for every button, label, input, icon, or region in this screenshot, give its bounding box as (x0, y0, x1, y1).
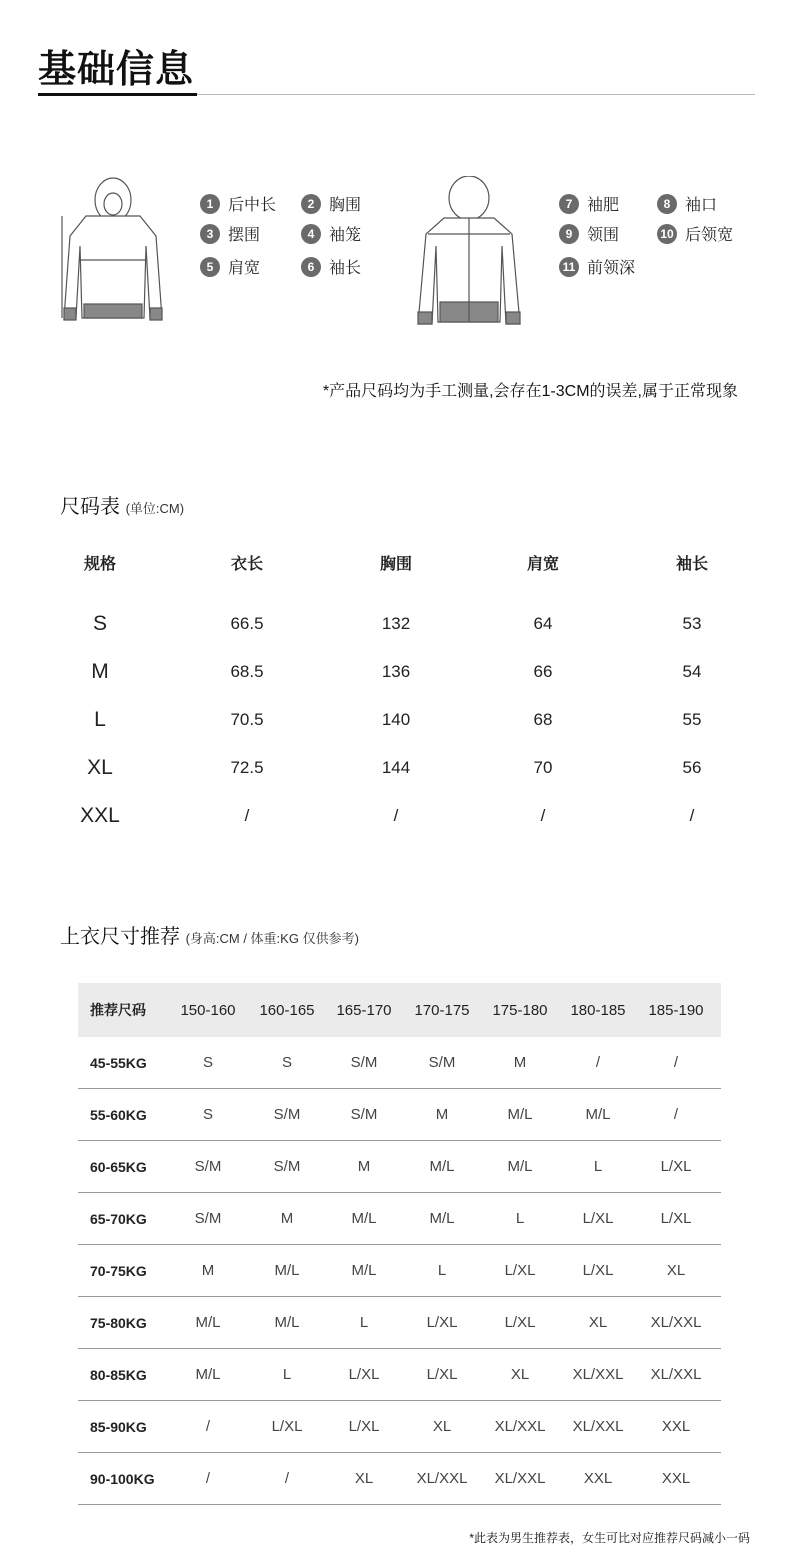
table-cell: S/M (194, 1158, 222, 1175)
table-cell: M/L (429, 1210, 455, 1227)
table-cell: M (201, 1262, 215, 1279)
table-cell: S/M (350, 1106, 378, 1123)
table-cell: M (280, 1210, 294, 1227)
number-badge: 6 (301, 257, 321, 277)
rec-table-row (78, 1297, 721, 1349)
rec-table-row (78, 1453, 721, 1505)
table-cell: M/L (429, 1158, 455, 1175)
table-cell: 70.5 (230, 710, 264, 729)
table-cell: L (437, 1262, 447, 1279)
table-cell: M (91, 660, 109, 683)
table-cell: M/L (351, 1262, 377, 1279)
column-header: 150-160 (180, 1001, 236, 1019)
column-header: 推荐尺码 (90, 1002, 146, 1018)
legend-item (200, 255, 260, 278)
table-cell: / (689, 806, 695, 825)
table-cell: L (515, 1210, 525, 1227)
hoodie-back-diagram-icon (58, 176, 164, 331)
table-cell: S (202, 1054, 213, 1071)
table-cell: 54 (682, 662, 702, 681)
table-cell: L/XL (660, 1158, 692, 1175)
table-cell: XL (588, 1314, 608, 1331)
rec-table-title (60, 920, 359, 949)
table-cell: L/XL (582, 1262, 614, 1279)
table-cell: XL (666, 1262, 686, 1279)
table-cell: / (284, 1470, 290, 1487)
table-cell: / (205, 1470, 211, 1487)
row-header: 75-80KG (90, 1314, 147, 1331)
number-badge: 8 (657, 194, 677, 214)
table-cell: XL/XXL (416, 1470, 468, 1487)
rec-table-row (78, 1037, 721, 1089)
table-cell: 132 (381, 614, 411, 633)
table-cell: L/XL (504, 1314, 536, 1331)
measurement-note: *产品尺码均为手工测量,会存在1-3CM的误差,属于正常现象 (322, 383, 738, 400)
table-cell: S (202, 1106, 213, 1123)
table-cell: / (673, 1054, 679, 1071)
column-header: 160-165 (259, 1001, 315, 1019)
table-cell: XL/XXL (572, 1366, 624, 1383)
number-badge: 3 (200, 224, 220, 244)
column-header: 肩宽 (526, 556, 559, 573)
table-cell: M/L (274, 1262, 300, 1279)
table-cell: S/M (273, 1158, 301, 1175)
table-cell: XL/XXL (572, 1418, 624, 1435)
size-table-title (60, 490, 184, 519)
section-title: 上衣尺寸推荐 (60, 926, 180, 948)
table-cell: 64 (533, 614, 553, 633)
table-cell: / (540, 806, 546, 825)
unit-label: (身高:CM / 体重:KG 仅供参考) (185, 931, 359, 946)
legend-label: 袖长 (329, 260, 362, 277)
rec-table-row (78, 1245, 721, 1297)
column-header: 袖长 (675, 556, 708, 573)
table-cell: XL/XXL (650, 1314, 702, 1331)
table-cell: / (595, 1054, 601, 1071)
table-cell: L (282, 1366, 292, 1383)
row-header: 60-65KG (90, 1158, 147, 1175)
table-cell: XL/XXL (494, 1470, 546, 1487)
recommendation-note: *此表为男生推荐表，女生可比对应推荐尺码减小一码 (469, 1531, 750, 1545)
table-cell: M/L (274, 1314, 300, 1331)
number-badge: 7 (559, 194, 579, 214)
title-underline (38, 93, 197, 96)
table-cell: 56 (682, 758, 702, 777)
table-cell: XL (510, 1366, 530, 1383)
legend-label: 肩宽 (228, 260, 261, 277)
table-cell: 68 (533, 710, 553, 729)
legend-item (200, 222, 260, 245)
table-cell: XXL (661, 1470, 691, 1487)
table-cell: M (435, 1106, 449, 1123)
unit-label: (单位:CM) (125, 501, 185, 516)
row-header: 85-90KG (90, 1418, 147, 1435)
legend-label: 袖口 (685, 197, 718, 214)
table-cell: / (393, 806, 399, 825)
page-title: 基础信息 (38, 49, 195, 91)
legend-label: 袖笼 (329, 227, 362, 244)
table-cell: S/M (428, 1054, 456, 1071)
table-cell: M/L (507, 1158, 533, 1175)
table-cell: L/XL (426, 1314, 458, 1331)
section-title: 尺码表 (60, 496, 120, 518)
legend-label: 前领深 (587, 260, 636, 277)
table-cell: / (673, 1106, 679, 1123)
size-table-row (40, 657, 760, 687)
table-cell: M (513, 1054, 527, 1071)
number-badge: 5 (200, 257, 220, 277)
table-cell: 144 (381, 758, 411, 777)
legend-item (657, 222, 733, 245)
column-header: 170-175 (414, 1001, 470, 1019)
table-cell: / (244, 806, 250, 825)
table-cell: 70 (533, 758, 553, 777)
size-table-row (40, 801, 760, 831)
row-header: 80-85KG (90, 1366, 147, 1383)
legend-item (301, 192, 361, 215)
number-badge: 2 (301, 194, 321, 214)
table-cell: 55 (682, 710, 702, 729)
table-cell: XL/XXL (494, 1418, 546, 1435)
row-header: 65-70KG (90, 1210, 147, 1227)
table-cell: L/XL (271, 1418, 303, 1435)
table-cell: M/L (195, 1366, 221, 1383)
column-header: 胸围 (379, 556, 412, 573)
table-cell: 53 (682, 614, 702, 633)
row-header: 45-55KG (90, 1054, 147, 1071)
table-cell: M (357, 1158, 371, 1175)
legend-label: 后领宽 (685, 227, 734, 244)
table-cell: M/L (351, 1210, 377, 1227)
table-cell: L/XL (348, 1366, 380, 1383)
legend-label: 摆围 (228, 227, 261, 244)
size-table-row (40, 705, 760, 735)
legend-label: 袖肥 (587, 197, 620, 214)
legend-label: 领围 (587, 227, 620, 244)
recommendation-table (78, 983, 721, 1505)
table-cell: M/L (585, 1106, 611, 1123)
column-header: 185-190 (648, 1001, 704, 1019)
rec-table-row (78, 1401, 721, 1453)
rec-table-row (78, 1141, 721, 1193)
legend-label: 后中长 (228, 197, 277, 214)
column-header: 规格 (83, 556, 116, 573)
number-badge: 4 (301, 224, 321, 244)
table-cell: 72.5 (230, 758, 264, 777)
column-header: 180-185 (570, 1001, 626, 1019)
legend-item (559, 255, 635, 278)
table-cell: L/XL (582, 1210, 614, 1227)
table-cell: L/XL (660, 1210, 692, 1227)
table-cell: 136 (381, 662, 411, 681)
legend-item (200, 192, 276, 215)
number-badge: 9 (559, 224, 579, 244)
table-cell: 140 (381, 710, 411, 729)
table-cell: L/XL (426, 1366, 458, 1383)
table-cell: XXL (583, 1470, 613, 1487)
row-header: 90-100KG (90, 1470, 155, 1487)
table-cell: S/M (273, 1106, 301, 1123)
size-table-row (40, 753, 760, 783)
table-cell: 66.5 (230, 614, 264, 633)
table-cell: L/XL (348, 1418, 380, 1435)
table-cell: L/XL (504, 1262, 536, 1279)
table-cell: L (359, 1314, 369, 1331)
row-header: 70-75KG (90, 1262, 147, 1279)
table-cell: 68.5 (230, 662, 264, 681)
table-cell: XL/XXL (650, 1366, 702, 1383)
table-cell: XL (87, 756, 113, 779)
table-cell: XXL (80, 804, 120, 827)
table-cell: S (92, 612, 107, 635)
legend-item (559, 222, 619, 245)
row-header: 55-60KG (90, 1106, 147, 1123)
table-cell: 66 (533, 662, 553, 681)
hoodie-front-diagram-icon (414, 176, 524, 336)
table-cell: XL (432, 1418, 452, 1435)
legend-item (559, 192, 619, 215)
table-cell: / (205, 1418, 211, 1435)
table-cell: S/M (194, 1210, 222, 1227)
table-cell: S (281, 1054, 292, 1071)
rec-table-row (78, 1193, 721, 1245)
rec-table-row (78, 1089, 721, 1141)
column-header: 衣长 (230, 556, 263, 573)
table-cell: M/L (195, 1314, 221, 1331)
number-badge: 11 (559, 257, 579, 277)
table-cell: XL (354, 1470, 374, 1487)
column-header: 165-170 (336, 1001, 392, 1019)
number-badge: 1 (200, 194, 220, 214)
table-cell: L (593, 1158, 603, 1175)
legend-item (657, 192, 717, 215)
size-table-header (40, 550, 760, 580)
column-header: 175-180 (492, 1001, 548, 1019)
table-cell: S/M (350, 1054, 378, 1071)
number-badge: 10 (657, 224, 677, 244)
legend-label: 胸围 (329, 197, 362, 214)
table-cell: M/L (507, 1106, 533, 1123)
table-cell: L (94, 708, 106, 731)
table-cell: XXL (661, 1418, 691, 1435)
legend-item (301, 222, 361, 245)
rec-table-header (78, 983, 721, 1037)
legend-item (301, 255, 361, 278)
rec-table-row (78, 1349, 721, 1401)
size-table-row (40, 609, 760, 639)
